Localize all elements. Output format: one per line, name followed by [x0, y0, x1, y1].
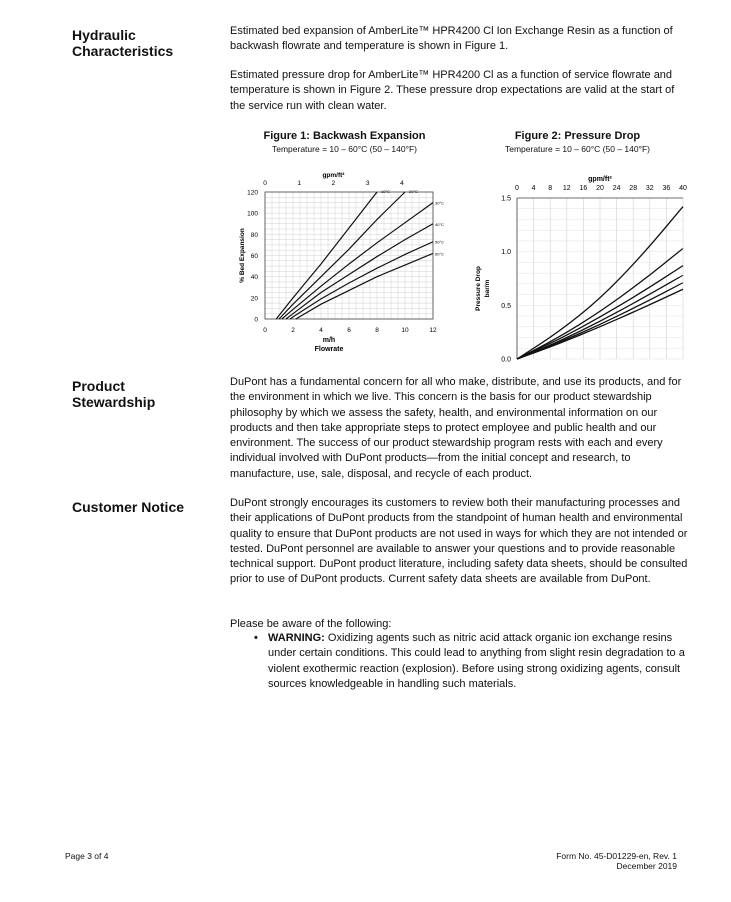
- series-line: [296, 253, 433, 319]
- figure-1-subtitle: Temperature = 10 – 60°C (50 – 140°F): [271, 144, 417, 154]
- x-tick-label: 6: [347, 327, 351, 334]
- figure-1-title: Figure 1: Backwash Expansion: [263, 130, 426, 142]
- top-tick-label: 8: [548, 185, 553, 192]
- top-tick-label: 32: [645, 185, 654, 192]
- bullet-icon: •: [254, 632, 258, 644]
- x-axis-label: m/h: [322, 337, 336, 344]
- stewardship-heading: [72, 378, 155, 410]
- stewardship-heading-line1: Product: [72, 378, 125, 394]
- y-tick-label: 0: [254, 316, 258, 324]
- y-tick-label: 1.0: [501, 249, 511, 257]
- top-tick-label: 16: [579, 185, 588, 192]
- y-tick-label: 60: [250, 253, 258, 260]
- x-tick-label: 10: [401, 327, 409, 334]
- top-tick-label: 4: [400, 180, 404, 187]
- y-tick-label: 80: [250, 231, 258, 239]
- hydraulic-heading-line1: Hydraulic: [72, 27, 136, 43]
- notice-aware: Please be aware of the following:: [230, 618, 392, 630]
- top-tick-label: 0: [515, 185, 519, 192]
- top-tick-label: 0: [263, 180, 267, 187]
- figure-2: [470, 130, 687, 364]
- y-tick-label: 0.5: [501, 302, 511, 310]
- hydraulic-para1: Estimated bed expansion of AmberLite™ HPR4200 Cl Ion Exchange Resin as a function of backwash flowrate and temperature is shown in Figure 1.: [230, 25, 673, 53]
- x-tick-label: 0: [263, 327, 267, 334]
- y-tick-label: 40: [250, 274, 258, 282]
- series-label: 50°C: [435, 239, 444, 245]
- top-tick-label: 36: [662, 185, 671, 192]
- warning-list-item: [254, 631, 690, 692]
- hydraulic-heading-line2: Characteristics: [72, 43, 174, 59]
- y-axis-label: Pressure Drop: [475, 266, 482, 311]
- top-tick-label: 28: [629, 185, 638, 192]
- figure-2-title: Figure 2: Pressure Drop: [514, 130, 641, 142]
- y-tick-label: 20: [250, 295, 258, 303]
- y-tick-label: 120: [247, 189, 258, 197]
- hydraulic-para2: Estimated pressure drop for AmberLite™ HPR4200 Cl as a function of service flowrate and temperature is shown in Figure 2. These pressure drop expectations are valid at the start of the service run with clean water.: [230, 69, 675, 112]
- top-tick-label: 4: [531, 185, 536, 192]
- series-line: [290, 242, 433, 319]
- top-tick-label: 20: [596, 185, 604, 192]
- x-tick-label: 8: [375, 327, 379, 334]
- x-tick-label: 12: [429, 327, 437, 334]
- series-label: 10°C: [381, 189, 390, 194]
- notice-para: DuPont strongly encourages its customers to review both their manufacturing processes and their applications of DuPont products from the standpoint of human health and environmental quality to ensure that DuPont products are not used in ways for which they are not intended or tested. DuPont personnel are available to answer your questions and to provide reasonable technical support. DuPont product literature, including safety data sheets, should be consulted prior to use of DuPont products. Current safety data sheets are available from DuPont.: [230, 497, 688, 586]
- footer-form-info: [500, 851, 677, 871]
- figure-1: [232, 130, 457, 360]
- top-tick-label: 2: [331, 180, 336, 187]
- series-label: 60°C: [435, 251, 444, 257]
- y-tick-label: 100: [247, 210, 258, 218]
- notice-heading: Customer Notice: [72, 499, 185, 515]
- top-tick-label: 12: [562, 185, 571, 192]
- top-axis-label: gpm/ft²: [322, 172, 345, 179]
- footer-form: Form No. 45-D01229-en, Rev. 1: [556, 851, 677, 861]
- series-label: 40°C: [435, 221, 444, 227]
- footer-date: December 2019: [616, 861, 677, 871]
- stewardship-para: DuPont has a fundamental concern for all who make, distribute, and use its products, and for the environment in which we live. This concern is the basis for our product stewardship philosophy by which we assess the safety, health, and environmental information on our products and then take appropriate steps to protect employee and public health and our environment. The success of our product stewardship program rests with each and every individual involved with DuPont products—from the initial concept and research, to manufacture, use, sale, disposal, and recycle of each product.: [230, 376, 682, 480]
- top-tick-label: 40: [679, 185, 687, 192]
- figure-2-chart: [470, 160, 687, 364]
- y-axis-label-2: bar/m: [484, 279, 491, 298]
- top-tick-label: 3: [365, 180, 370, 187]
- figure-2-subtitle: Temperature = 10 – 60°C (50 – 140°F): [504, 144, 650, 154]
- top-tick-label: 1: [297, 180, 302, 187]
- stewardship-heading-line2: Stewardship: [72, 394, 156, 410]
- y-tick-label: 0.0: [501, 356, 511, 364]
- warning-label: WARNING:: [268, 632, 325, 644]
- x-tick-label: 2: [291, 327, 295, 334]
- warning-text: Oxidizing agents such as nitric acid attack organic ion exchange resins under certain conditions. This could lead to anything from slight resin degradation to a violent exothermic reaction (explosion). Before using strong oxidizing agents, consult sources knowledgeable in handling such materials.: [268, 632, 685, 690]
- x-axis-label-2: Flowrate: [314, 346, 344, 353]
- y-axis-label: % Bed Expansion: [239, 228, 246, 283]
- y-tick-label: 1.5: [501, 195, 511, 203]
- warning-body: [268, 631, 690, 692]
- x-tick-label: 4: [319, 327, 323, 334]
- top-axis-label: gpm/ft²: [588, 176, 612, 183]
- hydraulic-heading: [72, 27, 173, 59]
- series-label: 20°C: [409, 189, 418, 194]
- series-label: 30°C: [435, 200, 444, 206]
- top-tick-label: 24: [612, 185, 621, 192]
- footer-page: Page 3 of 4: [65, 851, 109, 861]
- figure-1-chart: [232, 160, 457, 360]
